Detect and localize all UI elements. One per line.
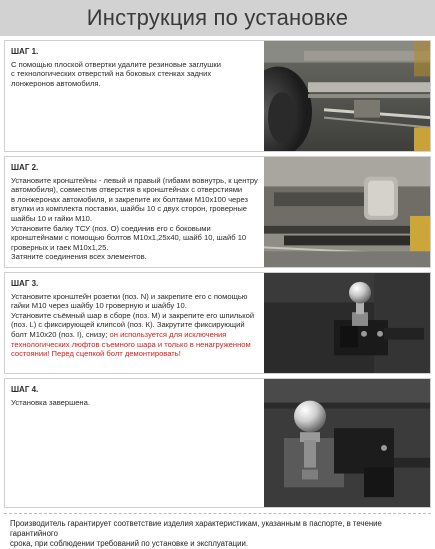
step-3-title: ШАГ 3. [11,279,39,288]
step-2-title: ШАГ 2. [11,163,39,172]
footer-line: срока, при соблюдении требований по установке и эксплуатации. [10,539,249,548]
step-3-line: гайки М10 через шайбу 10 гроверную и шайбу 10. [11,301,187,311]
step-3-line: (поз. L) с фиксирующей клипсой (поз. К). Закрутите фиксирующий [11,320,245,330]
step-2-line: Затяните соединения всех элементов. [11,252,147,262]
step-4-card [4,378,431,508]
step-1-line: с технологических отверстий на боковых стенках задних [11,69,212,79]
step-3-line: Установите съёмный шар в сборе (поз. М) и закрепите его шпилькой [11,310,255,320]
step-3-photo [264,273,430,373]
step-2-line: Установите балку ТСУ (поз. О) соединив его с боковыми [11,223,211,233]
step-1-line: лонжеронов автомобиля. [11,78,101,88]
warranty-footer [4,513,431,548]
step-2-line: Установите кронштейны - левый и правый (гибами вовнутрь, к центру [11,175,258,185]
step-3-line-mixed [11,330,263,340]
step-1-photo [264,41,430,151]
step-4-text [11,385,263,407]
step-1-text [11,47,263,88]
step-4-title: ШАГ 4. [11,385,39,394]
footer-line: Производитель гарантирует соответствие изделия характеристикам, указанным в паспорте, в течение гарантийного [10,519,382,538]
step-3-warning-line: технологических люфтов съемного шара и только в ненагруженном [11,339,251,349]
page-title: Инструкция по установке [0,0,435,36]
step-2-line: втулки из комплекта поставки, шайбы 10 с двух сторон, гроверные [11,204,248,214]
step-2-photo [264,157,430,267]
step-3-line: Установите кронштейн розетки (поз. N) и закрепите его с помощью [11,291,248,301]
step-1-card [4,40,431,152]
step-2-line: кронштейнами с помощью болтов М10х1,25х40, шайб 10, шайб 10 [11,233,247,243]
step-3-warning-inline: он используется для исключения [107,329,227,339]
step-2-line: гроверных и гаек М10х1,25. [11,242,109,252]
step-3-text [11,279,263,359]
step-4-line: Установка завершена. [11,397,90,407]
step-3-warning-line: состоянии! Перед сцепкой болт демонтировать! [11,349,181,359]
step-2-text [11,163,263,262]
step-3-line: болт М10х20 (поз. I), снизу; [11,329,108,339]
step-3-card [4,272,431,374]
step-2-line: автомобиля), совместив отверстия в кронштейнах с отверстиями [11,185,243,195]
step-2-line: шайбы 10 и гайки М10. [11,213,93,223]
step-4-photo [264,379,430,507]
step-1-line: С помощью плоской отвертки удалите резиновые заглушки [11,59,221,69]
step-1-title: ШАГ 1. [11,47,39,56]
step-2-line: в лонжеронах автомобиля, и закрепите их болтами М10х100 через [11,194,249,204]
step-2-card [4,156,431,268]
